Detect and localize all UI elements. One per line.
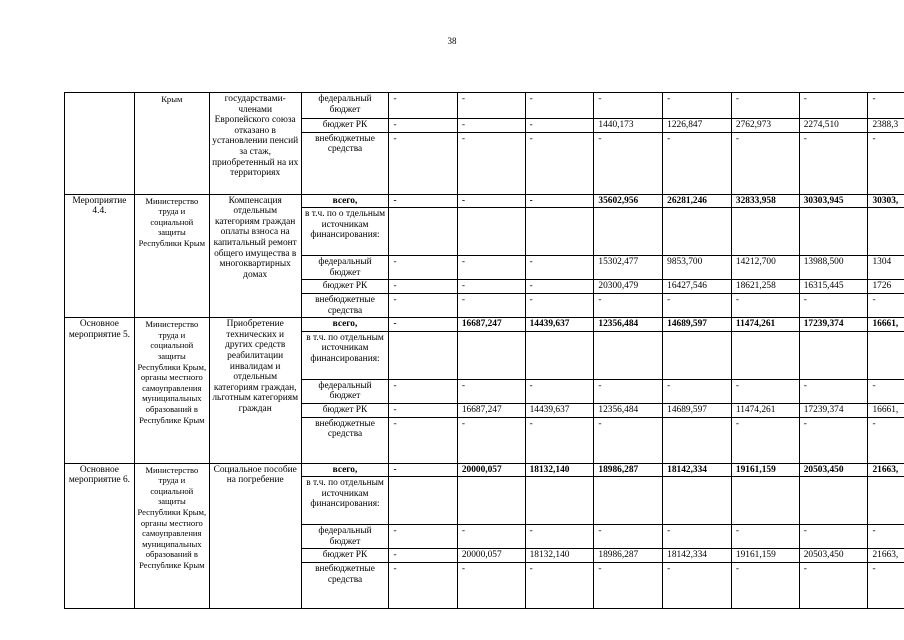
executor-cell: Министерство труда и социальной защиты Республики Крым, органы местного самоуправления муниципальных образований в Республике Крым — [134, 318, 209, 463]
year-value: - — [594, 562, 663, 608]
year-value — [663, 417, 732, 463]
year-value: - — [457, 293, 525, 317]
year-value: 16315,445 — [799, 280, 868, 294]
year-value: 12356,484 — [594, 318, 663, 332]
year-value: 12356,484 — [594, 403, 663, 417]
year-value: - — [389, 549, 457, 563]
year-value — [799, 208, 868, 256]
funding-source: федеральный бюджет — [301, 379, 389, 403]
year-value: - — [457, 132, 525, 194]
year-value: - — [799, 293, 868, 317]
executor-cell: Министерство труда и социальной защиты Республики Крым — [134, 194, 209, 318]
year-value — [731, 331, 799, 379]
year-value: 18132,140 — [525, 549, 594, 563]
year-value — [457, 331, 525, 379]
year-value: - — [868, 293, 904, 317]
year-value: - — [594, 132, 663, 194]
year-value: - — [389, 280, 457, 294]
year-value: 17239,374 — [799, 318, 868, 332]
year-value: 20503,450 — [799, 463, 868, 477]
year-value: - — [457, 562, 525, 608]
year-value: 2274,510 — [799, 119, 868, 133]
year-value: - — [525, 293, 594, 317]
year-value: 19161,159 — [731, 463, 799, 477]
year-value: - — [594, 293, 663, 317]
year-value: 35602,956 — [594, 194, 663, 208]
year-value: 11474,261 — [731, 403, 799, 417]
year-value — [731, 208, 799, 256]
year-value: - — [389, 562, 457, 608]
year-value — [389, 477, 457, 525]
year-value: - — [525, 379, 594, 403]
year-value — [799, 331, 868, 379]
year-value — [799, 477, 868, 525]
measure-description: Социальное пособие на погребение — [209, 463, 301, 608]
measure-description: государствами-членами Европейского союза отказано в установлении пенсий за стаж, приобретенный на их территориях — [209, 93, 301, 195]
year-value: - — [868, 93, 904, 119]
year-value: - — [389, 293, 457, 317]
year-value: - — [868, 132, 904, 194]
year-value: - — [525, 525, 594, 549]
year-value: - — [799, 562, 868, 608]
year-value: 16687,247 — [457, 318, 525, 332]
year-value: 20000,057 — [457, 549, 525, 563]
year-value: - — [594, 525, 663, 549]
year-value — [594, 331, 663, 379]
year-value: 1440,173 — [594, 119, 663, 133]
year-value: - — [799, 132, 868, 194]
funding-source: внебюджетные средства — [301, 417, 389, 463]
year-value: - — [731, 562, 799, 608]
year-value: 21663, — [868, 549, 904, 563]
program-funding-table — [64, 92, 904, 609]
year-value: - — [389, 132, 457, 194]
year-value — [731, 477, 799, 525]
year-value: - — [731, 93, 799, 119]
year-value — [663, 208, 732, 256]
table-row — [65, 463, 904, 477]
year-value: 11474,261 — [731, 318, 799, 332]
year-value: 14212,700 — [731, 256, 799, 280]
funding-source: внебюджетные средства — [301, 293, 389, 317]
year-value: - — [663, 293, 732, 317]
year-value: 18142,334 — [663, 549, 732, 563]
year-value: 17239,374 — [799, 403, 868, 417]
year-value: - — [525, 194, 594, 208]
year-value: 16687,247 — [457, 403, 525, 417]
year-value: 15302,477 — [594, 256, 663, 280]
year-value — [389, 208, 457, 256]
year-value: - — [457, 417, 525, 463]
year-value: - — [731, 379, 799, 403]
year-value: 20000,057 — [457, 463, 525, 477]
year-value: 18986,287 — [594, 549, 663, 563]
year-value: - — [868, 379, 904, 403]
year-value: - — [457, 379, 525, 403]
funding-source: бюджет РК — [301, 549, 389, 563]
year-value — [868, 208, 904, 256]
year-value: - — [663, 562, 732, 608]
year-value: - — [525, 256, 594, 280]
year-value: 14689,597 — [663, 318, 732, 332]
year-value: - — [457, 119, 525, 133]
year-value — [868, 331, 904, 379]
year-value: - — [457, 256, 525, 280]
year-value: 18142,334 — [663, 463, 732, 477]
year-value: - — [868, 417, 904, 463]
measure-label: Мероприятие 4.4. — [65, 194, 135, 318]
executor-cell: Министерство труда и социальной защиты Республики Крым, органы местного самоуправления муниципальных образований в Республике Крым — [134, 463, 209, 608]
year-value: - — [389, 256, 457, 280]
year-value: 20503,450 — [799, 549, 868, 563]
year-value: 20300,479 — [594, 280, 663, 294]
year-value: - — [663, 132, 732, 194]
year-value: - — [457, 280, 525, 294]
year-value: - — [731, 525, 799, 549]
year-value: 21663, — [868, 463, 904, 477]
executor-cell: Крым — [134, 93, 209, 195]
year-value: 32833,958 — [731, 194, 799, 208]
funding-source: федеральный бюджет — [301, 93, 389, 119]
measure-description: Приобретение технических и других средств реабилитации инвалидам и отдельным категориям граждан, льготным категориям граждан — [209, 318, 301, 463]
year-value: 30303, — [868, 194, 904, 208]
year-value: 1226,847 — [663, 119, 732, 133]
year-value: - — [525, 93, 594, 119]
table-row — [65, 318, 904, 332]
year-value: 16661, — [868, 318, 904, 332]
funding-source: федеральный бюджет — [301, 256, 389, 280]
year-value: - — [594, 417, 663, 463]
funding-source: в т.ч. по о тдельным источникам финансирования: — [301, 208, 389, 256]
year-value: 14439,637 — [525, 403, 594, 417]
year-value: - — [731, 293, 799, 317]
year-value: - — [525, 280, 594, 294]
funding-source: бюджет РК — [301, 119, 389, 133]
year-value: - — [389, 525, 457, 549]
year-value — [389, 331, 457, 379]
year-value: - — [731, 132, 799, 194]
measure-label: Основное мероприятие 5. — [65, 318, 135, 463]
year-value: 1726 — [868, 280, 904, 294]
year-value: 13988,500 — [799, 256, 868, 280]
year-value: - — [799, 525, 868, 549]
year-value: - — [799, 417, 868, 463]
year-value: - — [663, 379, 732, 403]
year-value — [525, 331, 594, 379]
year-value: 2388,3 — [868, 119, 904, 133]
funding-source: бюджет РК — [301, 280, 389, 294]
year-value: - — [389, 463, 457, 477]
year-value — [457, 208, 525, 256]
year-value: - — [594, 93, 663, 119]
year-value: 26281,246 — [663, 194, 732, 208]
year-value: - — [799, 379, 868, 403]
year-value: 19161,159 — [731, 549, 799, 563]
year-value: - — [799, 93, 868, 119]
year-value: - — [457, 194, 525, 208]
funding-source: внебюджетные средства — [301, 132, 389, 194]
year-value — [525, 477, 594, 525]
table-row — [65, 194, 904, 208]
year-value: - — [457, 93, 525, 119]
year-value: 18621,258 — [731, 280, 799, 294]
year-value: - — [868, 525, 904, 549]
year-value: - — [525, 119, 594, 133]
year-value — [525, 208, 594, 256]
year-value: - — [663, 93, 732, 119]
year-value: 18132,140 — [525, 463, 594, 477]
funding-source: внебюджетные средства — [301, 562, 389, 608]
year-value: - — [868, 562, 904, 608]
year-value: 30303,945 — [799, 194, 868, 208]
year-value: 16661, — [868, 403, 904, 417]
funding-source: федеральный бюджет — [301, 525, 389, 549]
page-number: 38 — [447, 36, 457, 46]
year-value: 14439,637 — [525, 318, 594, 332]
year-value: 2762,973 — [731, 119, 799, 133]
measure-label: Основное мероприятие 6. — [65, 463, 135, 608]
year-value: - — [525, 417, 594, 463]
funding-source: всего, — [301, 463, 389, 477]
year-value: - — [525, 562, 594, 608]
year-value: 9853,700 — [663, 256, 732, 280]
year-value: - — [389, 93, 457, 119]
year-value: 16427,546 — [663, 280, 732, 294]
table-row — [65, 93, 904, 119]
year-value — [594, 208, 663, 256]
year-value: - — [389, 417, 457, 463]
funding-source: всего, — [301, 194, 389, 208]
year-value — [868, 477, 904, 525]
year-value: - — [389, 194, 457, 208]
funding-source: в т.ч. по отдельным источникам финансирования: — [301, 331, 389, 379]
year-value: 1304 — [868, 256, 904, 280]
year-value: - — [731, 417, 799, 463]
year-value: - — [389, 379, 457, 403]
year-value: - — [525, 132, 594, 194]
year-value — [594, 477, 663, 525]
year-value: - — [594, 379, 663, 403]
year-value: - — [389, 403, 457, 417]
year-value: - — [663, 525, 732, 549]
year-value: - — [457, 525, 525, 549]
year-value: 18986,287 — [594, 463, 663, 477]
year-value: - — [389, 119, 457, 133]
year-value — [457, 477, 525, 525]
funding-source: бюджет РК — [301, 403, 389, 417]
measure-description: Компенсация отдельным категориям граждан оплаты взноса на капитальный ремонт общего имущества в многоквартирных домах — [209, 194, 301, 318]
funding-source: всего, — [301, 318, 389, 332]
year-value — [663, 331, 732, 379]
year-value: - — [389, 318, 457, 332]
measure-label — [65, 93, 135, 195]
funding-source: в т.ч. по отдельным источникам финансирования: — [301, 477, 389, 525]
year-value — [663, 477, 732, 525]
year-value: 14689,597 — [663, 403, 732, 417]
